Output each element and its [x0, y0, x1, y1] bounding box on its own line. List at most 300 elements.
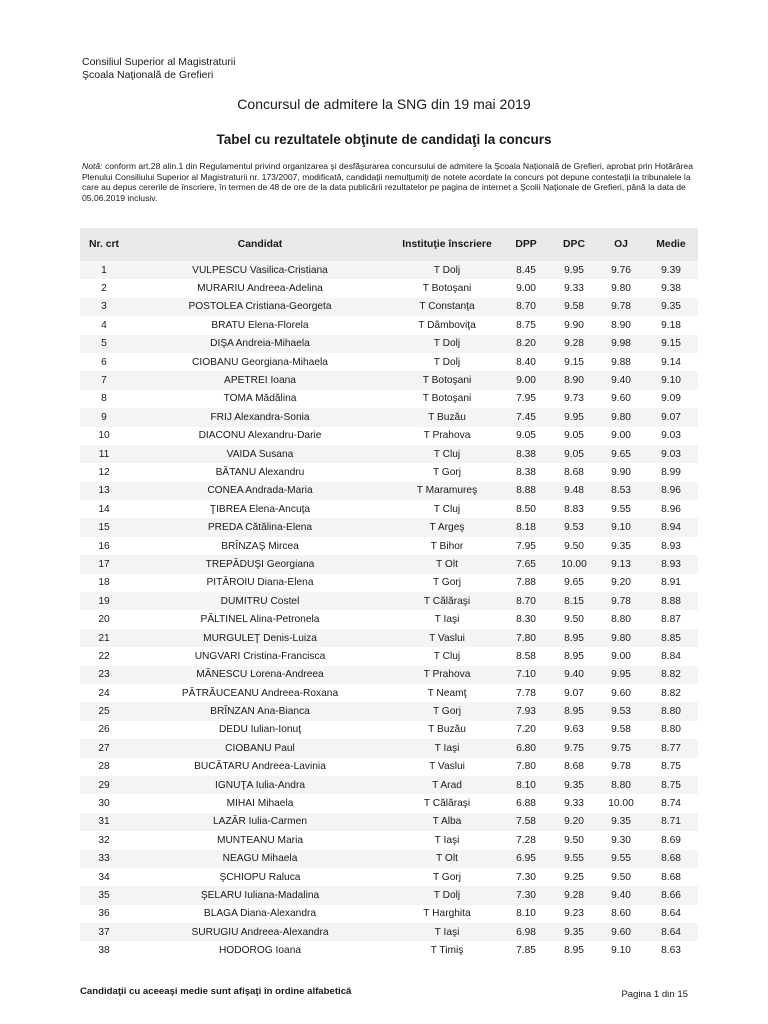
- cell-dpp: 6.88: [516, 798, 536, 810]
- table-row: [80, 886, 698, 904]
- contest-title: Concursul de admitere la SNG din 19 mai 2019: [237, 96, 531, 112]
- cell-dpp: 7.30: [516, 871, 536, 883]
- table-row: [80, 684, 698, 702]
- cell-oj: 9.10: [598, 518, 644, 536]
- cell-oj: 9.75: [598, 739, 644, 757]
- table-row: [80, 371, 698, 389]
- cell-dpp: 7.58: [502, 813, 550, 831]
- cell-average: 8.85: [644, 629, 698, 647]
- cell-oj: 9.98: [598, 335, 644, 353]
- header-candidate: Candidat: [128, 228, 392, 261]
- cell-average: 9.18: [661, 319, 681, 331]
- cell-oj: 9.65: [598, 445, 644, 463]
- cell-average: 9.15: [644, 335, 698, 353]
- institution-header: [82, 56, 235, 82]
- cell-dpp: 9.00: [502, 371, 550, 389]
- cell-dpc: 8.68: [564, 761, 584, 773]
- cell-average: 8.68: [644, 850, 698, 868]
- cell-dpc: 9.33: [564, 283, 584, 295]
- cell-dpc: 9.20: [550, 813, 598, 831]
- cell-dpp: 8.38: [516, 466, 536, 478]
- cell-candidate: LAZĂR Iulia-Carmen: [128, 813, 392, 831]
- cell-institution: T Neamţ: [427, 687, 467, 699]
- cell-candidate: CIOBANU Paul: [128, 739, 392, 757]
- header-dpc: DPC: [550, 228, 598, 261]
- cell-candidate: MĂNESCU Lorena-Andreea: [128, 666, 392, 684]
- table-row: [80, 427, 698, 445]
- cell-institution: T Gorj: [392, 702, 502, 720]
- cell-dpc: 9.28: [550, 886, 598, 904]
- cell-average: 8.88: [644, 592, 698, 610]
- cell-dpc: 8.90: [550, 371, 598, 389]
- cell-oj: 8.80: [598, 776, 644, 794]
- cell-average: 9.10: [644, 371, 698, 389]
- cell-institution: T Călăraşi: [392, 592, 502, 610]
- cell-dpc: 9.95: [550, 261, 598, 279]
- table-row: [80, 905, 698, 923]
- cell-institution: T Bihor: [430, 540, 464, 552]
- cell-dpc: 9.55: [550, 850, 598, 868]
- cell-candidate: BLAGA Diana-Alexandra: [203, 908, 317, 920]
- cell-nr: 9: [80, 408, 128, 426]
- cell-oj: 9.80: [611, 283, 631, 295]
- cell-oj: 10.00: [608, 798, 634, 810]
- cell-institution: T Dolj: [392, 335, 502, 353]
- table-row: [80, 463, 698, 481]
- table-row: [80, 574, 698, 592]
- cell-oj: 9.60: [611, 687, 631, 699]
- cell-institution: T Vaslui: [429, 761, 465, 773]
- cell-average: 8.68: [661, 871, 681, 883]
- cell-dpc: 9.05: [550, 445, 598, 463]
- cell-nr: 35: [80, 886, 128, 904]
- cell-dpp: 7.95: [516, 540, 536, 552]
- cell-average: 8.64: [661, 908, 681, 920]
- cell-average: 8.93: [661, 540, 681, 552]
- cell-dpc: 9.50: [564, 540, 584, 552]
- cell-dpp: 8.38: [502, 445, 550, 463]
- cell-dpp: 7.88: [516, 577, 536, 589]
- cell-institution: T Cluj: [433, 503, 461, 515]
- cell-dpp: 7.65: [502, 555, 550, 573]
- cell-institution: T Arad: [392, 776, 502, 794]
- cell-nr: 21: [80, 629, 128, 647]
- cell-dpp: 8.50: [516, 503, 536, 515]
- cell-candidate: FRIJ Alexandra-Sonia: [128, 408, 392, 426]
- cell-institution: T Maramureş: [392, 482, 502, 500]
- cell-dpc: 8.68: [564, 466, 584, 478]
- cell-oj: 8.80: [611, 614, 631, 626]
- cell-dpc: 9.90: [564, 319, 584, 331]
- table-row: [80, 518, 698, 536]
- header-dpp: DPP: [502, 228, 550, 261]
- cell-dpc: 9.65: [564, 577, 584, 589]
- cell-dpc: 9.50: [564, 614, 584, 626]
- cell-institution: T Iaşi: [392, 923, 502, 941]
- cell-oj: 9.20: [611, 577, 631, 589]
- cell-dpc: 9.05: [564, 430, 584, 442]
- cell-dpc: 8.83: [564, 503, 584, 515]
- cell-oj: 9.53: [598, 702, 644, 720]
- cell-dpp: 8.20: [502, 335, 550, 353]
- cell-dpc: 9.35: [550, 776, 598, 794]
- cell-dpc: 9.73: [564, 393, 584, 405]
- cell-candidate: APETREI Ioana: [128, 371, 392, 389]
- cell-oj: 9.00: [611, 650, 631, 662]
- cell-oj: 9.78: [598, 298, 644, 316]
- cell-candidate: ŢIBREA Elena-Ancuţa: [209, 503, 311, 515]
- cell-institution: T Prahova: [392, 666, 502, 684]
- cell-average: 9.39: [644, 261, 698, 279]
- cell-average: 8.84: [661, 650, 681, 662]
- cell-institution: T Dâmboviţa: [418, 319, 476, 331]
- cell-nr: 2: [101, 283, 107, 295]
- cell-dpp: 7.95: [516, 393, 536, 405]
- cell-institution: T Dolj: [392, 261, 502, 279]
- table-row: [80, 261, 698, 279]
- cell-average: 8.82: [661, 687, 681, 699]
- cell-candidate: DUMITRU Costel: [128, 592, 392, 610]
- cell-candidate: PĂTRĂUCEANU Andreea-Roxana: [181, 687, 339, 699]
- table-row: [80, 316, 698, 334]
- cell-average: 9.38: [661, 283, 681, 295]
- cell-dpp: 8.75: [516, 319, 536, 331]
- cell-candidate: MURGULEŢ Denis-Luiza: [128, 629, 392, 647]
- cell-nr: 17: [80, 555, 128, 573]
- cell-dpp: 7.93: [502, 702, 550, 720]
- cell-dpp: 9.05: [516, 430, 536, 442]
- table-row: [80, 537, 698, 555]
- cell-candidate: ŞELARU Iuliana-Madalina: [128, 886, 392, 904]
- cell-oj: 9.95: [598, 666, 644, 684]
- cell-dpp: 8.70: [502, 298, 550, 316]
- cell-candidate: VAIDA Susana: [128, 445, 392, 463]
- cell-institution: T Olt: [392, 850, 502, 868]
- cell-dpc: 9.25: [564, 871, 584, 883]
- table-row: [80, 794, 698, 812]
- cell-candidate: PITĂROIU Diana-Elena: [206, 577, 314, 589]
- cell-candidate: CONEA Andrada-Maria: [128, 482, 392, 500]
- cell-dpc: 9.53: [550, 518, 598, 536]
- table-row: [80, 813, 698, 831]
- cell-dpc: 9.75: [550, 739, 598, 757]
- cell-nr: 36: [98, 908, 110, 920]
- results-table: [80, 228, 698, 960]
- cell-dpp: 8.10: [502, 776, 550, 794]
- cell-dpc: 9.58: [550, 298, 598, 316]
- cell-dpp: 8.88: [502, 482, 550, 500]
- cell-dpc: 9.40: [550, 666, 598, 684]
- header-institution: Instituţie înscriere: [392, 228, 502, 261]
- table-row: [80, 408, 698, 426]
- cell-dpc: 9.35: [550, 923, 598, 941]
- cell-institution: T Călăraşi: [423, 798, 471, 810]
- cell-candidate: BRATU Elena-Florela: [211, 319, 309, 331]
- appeal-note: [82, 161, 694, 203]
- cell-average: 8.66: [644, 886, 698, 904]
- cell-nr: 4: [101, 319, 107, 331]
- table-body: [80, 261, 698, 960]
- cell-nr: 22: [98, 650, 110, 662]
- cell-candidate: POSTOLEA Cristiana-Georgeta: [128, 298, 392, 316]
- cell-oj: 9.80: [598, 629, 644, 647]
- cell-average: 9.03: [644, 445, 698, 463]
- table-row: [80, 555, 698, 573]
- cell-candidate: DEDU Iulian-Ionuţ: [218, 724, 302, 736]
- cell-institution: T Buzău: [428, 724, 466, 736]
- table-row: [80, 647, 698, 665]
- cell-oj: 9.50: [611, 871, 631, 883]
- cell-dpp: 8.70: [502, 592, 550, 610]
- cell-oj: 9.40: [598, 371, 644, 389]
- cell-institution: T Olt: [392, 555, 502, 573]
- cell-candidate: IGNUŢA Iulia-Andra: [128, 776, 392, 794]
- cell-nr: 32: [98, 834, 110, 846]
- table-row: [80, 666, 698, 684]
- cell-dpp: 6.98: [502, 923, 550, 941]
- table-row: [80, 353, 698, 371]
- cell-dpp: 7.30: [502, 886, 550, 904]
- cell-nr: 11: [80, 445, 128, 463]
- table-row: [80, 445, 698, 463]
- cell-candidate: MUNTEANU Maria: [216, 834, 304, 846]
- cell-oj: 8.53: [598, 482, 644, 500]
- cell-dpp: 7.85: [516, 945, 536, 957]
- cell-average: 9.14: [661, 356, 681, 368]
- org-line-1: Consiliul Superior al Magistraturii: [82, 56, 236, 68]
- table-row: [80, 500, 698, 518]
- cell-institution: T Alba: [392, 813, 502, 831]
- cell-nr: 24: [98, 687, 110, 699]
- table-row: [80, 868, 698, 886]
- cell-institution: T Iaşi: [392, 739, 502, 757]
- cell-average: 8.99: [661, 466, 681, 478]
- cell-dpp: 8.40: [516, 356, 536, 368]
- cell-dpp: 7.28: [516, 834, 536, 846]
- cell-dpc: 9.07: [564, 687, 584, 699]
- cell-candidate: BĂTANU Alexandru: [215, 466, 305, 478]
- cell-oj: 9.60: [611, 393, 631, 405]
- table-row: [80, 923, 698, 941]
- table-row: [80, 482, 698, 500]
- cell-average: 8.87: [661, 614, 681, 626]
- table-row: [80, 335, 698, 353]
- cell-nr: 8: [101, 393, 107, 405]
- cell-average: 8.77: [644, 739, 698, 757]
- org-line-2: Şcoala Naţională de Grefieri: [82, 69, 214, 81]
- cell-candidate: VULPESCU Vasilica-Cristiana: [128, 261, 392, 279]
- cell-institution: T Argeş: [392, 518, 502, 536]
- cell-candidate: MURARIU Andreea-Adelina: [197, 283, 323, 295]
- cell-oj: 9.58: [611, 724, 631, 736]
- cell-dpc: 8.15: [550, 592, 598, 610]
- header-nr: Nr. crt: [80, 228, 128, 261]
- cell-nr: 37: [80, 923, 128, 941]
- cell-dpp: 8.30: [516, 614, 536, 626]
- table-row: [80, 941, 698, 959]
- cell-average: 8.63: [661, 945, 681, 957]
- cell-institution: T Cluj: [392, 445, 502, 463]
- cell-oj: 9.76: [598, 261, 644, 279]
- cell-candidate: DIŞA Andreia-Mihaela: [128, 335, 392, 353]
- cell-institution: T Buzău: [392, 408, 502, 426]
- cell-nr: 1: [80, 261, 128, 279]
- cell-average: 8.80: [661, 724, 681, 736]
- cell-oj: 9.60: [598, 923, 644, 941]
- cell-nr: 18: [98, 577, 110, 589]
- cell-nr: 29: [80, 776, 128, 794]
- cell-nr: 30: [98, 798, 110, 810]
- cell-nr: 33: [80, 850, 128, 868]
- cell-average: 9.35: [644, 298, 698, 316]
- cell-oj: 9.00: [611, 430, 631, 442]
- table-row: [80, 298, 698, 316]
- cell-average: 8.82: [644, 666, 698, 684]
- header-average: Medie: [644, 228, 698, 261]
- table-row: [80, 739, 698, 757]
- cell-oj: 9.78: [611, 761, 631, 773]
- cell-oj: 9.35: [598, 813, 644, 831]
- cell-dpc: 9.23: [564, 908, 584, 920]
- cell-candidate: PĂLTINEL Alina-Petronela: [200, 614, 320, 626]
- cell-candidate: TOMA Mădălina: [223, 393, 297, 405]
- cell-dpp: 6.80: [502, 739, 550, 757]
- cell-oj: 9.78: [598, 592, 644, 610]
- cell-dpp: 7.10: [502, 666, 550, 684]
- cell-oj: 9.30: [611, 834, 631, 846]
- table-row: [80, 831, 698, 849]
- cell-dpc: 9.95: [550, 408, 598, 426]
- cell-candidate: NEAGU Mihaela: [128, 850, 392, 868]
- cell-nr: 26: [98, 724, 110, 736]
- cell-institution: T Gorj: [432, 871, 462, 883]
- cell-candidate: MIHAI Mihaela: [226, 798, 294, 810]
- note-text: conform art.28 alin.1 din Regulamentul privind organizarea şi desfăşurarea concursului de admitere la Şcoala Naţională de Grefieri, aprobat prin Hotărârea Plenului Consiliului Superior al Magistraturii nr. 173/2007, modificată, candidaţii nemulţumiţi de notele acordate la concurs pot depune contestaţii la tribunalele la care au depus cererile de înscriere, în termen de 48 de ore de la data publicării rezultatelor pe pagina de internet a Şcolii Naţionale de Grefieri, până la data de 05.06.2019 inclusiv.: [82, 161, 693, 203]
- table-row: [80, 592, 698, 610]
- cell-average: 8.94: [644, 518, 698, 536]
- cell-institution: T Harghita: [423, 908, 471, 920]
- cell-institution: T Prahova: [423, 430, 471, 442]
- cell-nr: 16: [98, 540, 110, 552]
- cell-dpc: 8.95: [564, 650, 584, 662]
- cell-candidate: DIACONU Alexandru-Darie: [198, 430, 322, 442]
- cell-institution: T Botoşani: [422, 283, 472, 295]
- cell-nr: 5: [80, 335, 128, 353]
- cell-dpc: 8.95: [550, 629, 598, 647]
- table-row: [80, 390, 698, 408]
- cell-candidate: CIOBANU Georgiana-Mihaela: [192, 356, 328, 368]
- cell-nr: 12: [98, 466, 110, 478]
- cell-candidate: BRÎNZAN Ana-Bianca: [128, 702, 392, 720]
- cell-institution: T Gorj: [432, 577, 462, 589]
- table-row: [80, 850, 698, 868]
- cell-institution: T Cluj: [433, 650, 461, 662]
- cell-candidate: BRÎNZAŞ Mircea: [221, 540, 299, 552]
- cell-average: 8.91: [661, 577, 681, 589]
- cell-candidate: UNGVARI Cristina-Francisca: [194, 650, 326, 662]
- table-row: [80, 702, 698, 720]
- cell-dpc: 9.28: [550, 335, 598, 353]
- table-title: Tabel cu rezultatele obţinute de candidaţi la concurs: [216, 132, 552, 147]
- header-oj: OJ: [598, 228, 644, 261]
- cell-nr: 25: [80, 702, 128, 720]
- page-number: Pagina 1 din 15: [621, 989, 688, 1000]
- table-row: [80, 776, 698, 794]
- cell-oj: 9.90: [611, 466, 631, 478]
- cell-candidate: TREPĂDUŞI Georgiana: [128, 555, 392, 573]
- table-header-row: [80, 228, 698, 261]
- cell-average: 8.71: [644, 813, 698, 831]
- table-row: [80, 629, 698, 647]
- cell-dpc: 9.50: [564, 834, 584, 846]
- table-row: [80, 279, 698, 297]
- cell-oj: 8.60: [611, 908, 631, 920]
- cell-oj: 9.40: [598, 886, 644, 904]
- cell-institution: T Constanţa: [392, 298, 502, 316]
- cell-average: 8.96: [661, 503, 681, 515]
- cell-nr: 19: [80, 592, 128, 610]
- table-row: [80, 721, 698, 739]
- cell-institution: T Botoşani: [422, 393, 472, 405]
- cell-institution: T Iaşi: [434, 614, 460, 626]
- cell-nr: 14: [98, 503, 110, 515]
- cell-nr: 7: [80, 371, 128, 389]
- cell-candidate: BUCĂTARU Andreea-Lavinia: [194, 761, 326, 773]
- note-label: Notă:: [82, 161, 103, 171]
- cell-oj: 9.55: [598, 850, 644, 868]
- cell-dpc: 9.15: [564, 356, 584, 368]
- cell-nr: 31: [80, 813, 128, 831]
- cell-institution: T Iaşi: [434, 834, 460, 846]
- cell-average: 8.64: [644, 923, 698, 941]
- cell-average: 8.69: [661, 834, 681, 846]
- cell-dpc: 8.95: [550, 702, 598, 720]
- cell-dpp: 9.00: [516, 283, 536, 295]
- cell-nr: 3: [80, 298, 128, 316]
- cell-dpp: 6.95: [502, 850, 550, 868]
- cell-dpp: 7.80: [516, 761, 536, 773]
- cell-dpc: 8.95: [564, 945, 584, 957]
- cell-nr: 20: [98, 614, 110, 626]
- cell-candidate: HODOROG Ioana: [218, 945, 302, 957]
- cell-candidate: PREDA Cătălina-Elena: [128, 518, 392, 536]
- cell-dpp: 7.45: [502, 408, 550, 426]
- cell-average: 8.96: [644, 482, 698, 500]
- cell-average: 8.80: [644, 702, 698, 720]
- cell-institution: T Dolj: [392, 886, 502, 904]
- cell-nr: 34: [98, 871, 110, 883]
- cell-nr: 6: [101, 356, 107, 368]
- cell-nr: 23: [80, 666, 128, 684]
- cell-dpc: 9.63: [564, 724, 584, 736]
- cell-candidate: SURUGIU Andreea-Alexandra: [128, 923, 392, 941]
- cell-dpp: 8.10: [516, 908, 536, 920]
- cell-average: 9.09: [661, 393, 681, 405]
- cell-oj: 9.55: [611, 503, 631, 515]
- table-row: [80, 758, 698, 776]
- cell-nr: 10: [98, 430, 110, 442]
- cell-institution: T Gorj: [432, 466, 462, 478]
- cell-dpp: 7.20: [516, 724, 536, 736]
- cell-dpp: 8.58: [516, 650, 536, 662]
- cell-institution: T Dolj: [433, 356, 461, 368]
- cell-dpc: 10.00: [550, 555, 598, 573]
- cell-nr: 28: [98, 761, 110, 773]
- cell-average: 9.07: [644, 408, 698, 426]
- cell-candidate: ŞCHIOPU Raluca: [219, 871, 301, 883]
- cell-average: 8.93: [644, 555, 698, 573]
- cell-average: 9.03: [661, 430, 681, 442]
